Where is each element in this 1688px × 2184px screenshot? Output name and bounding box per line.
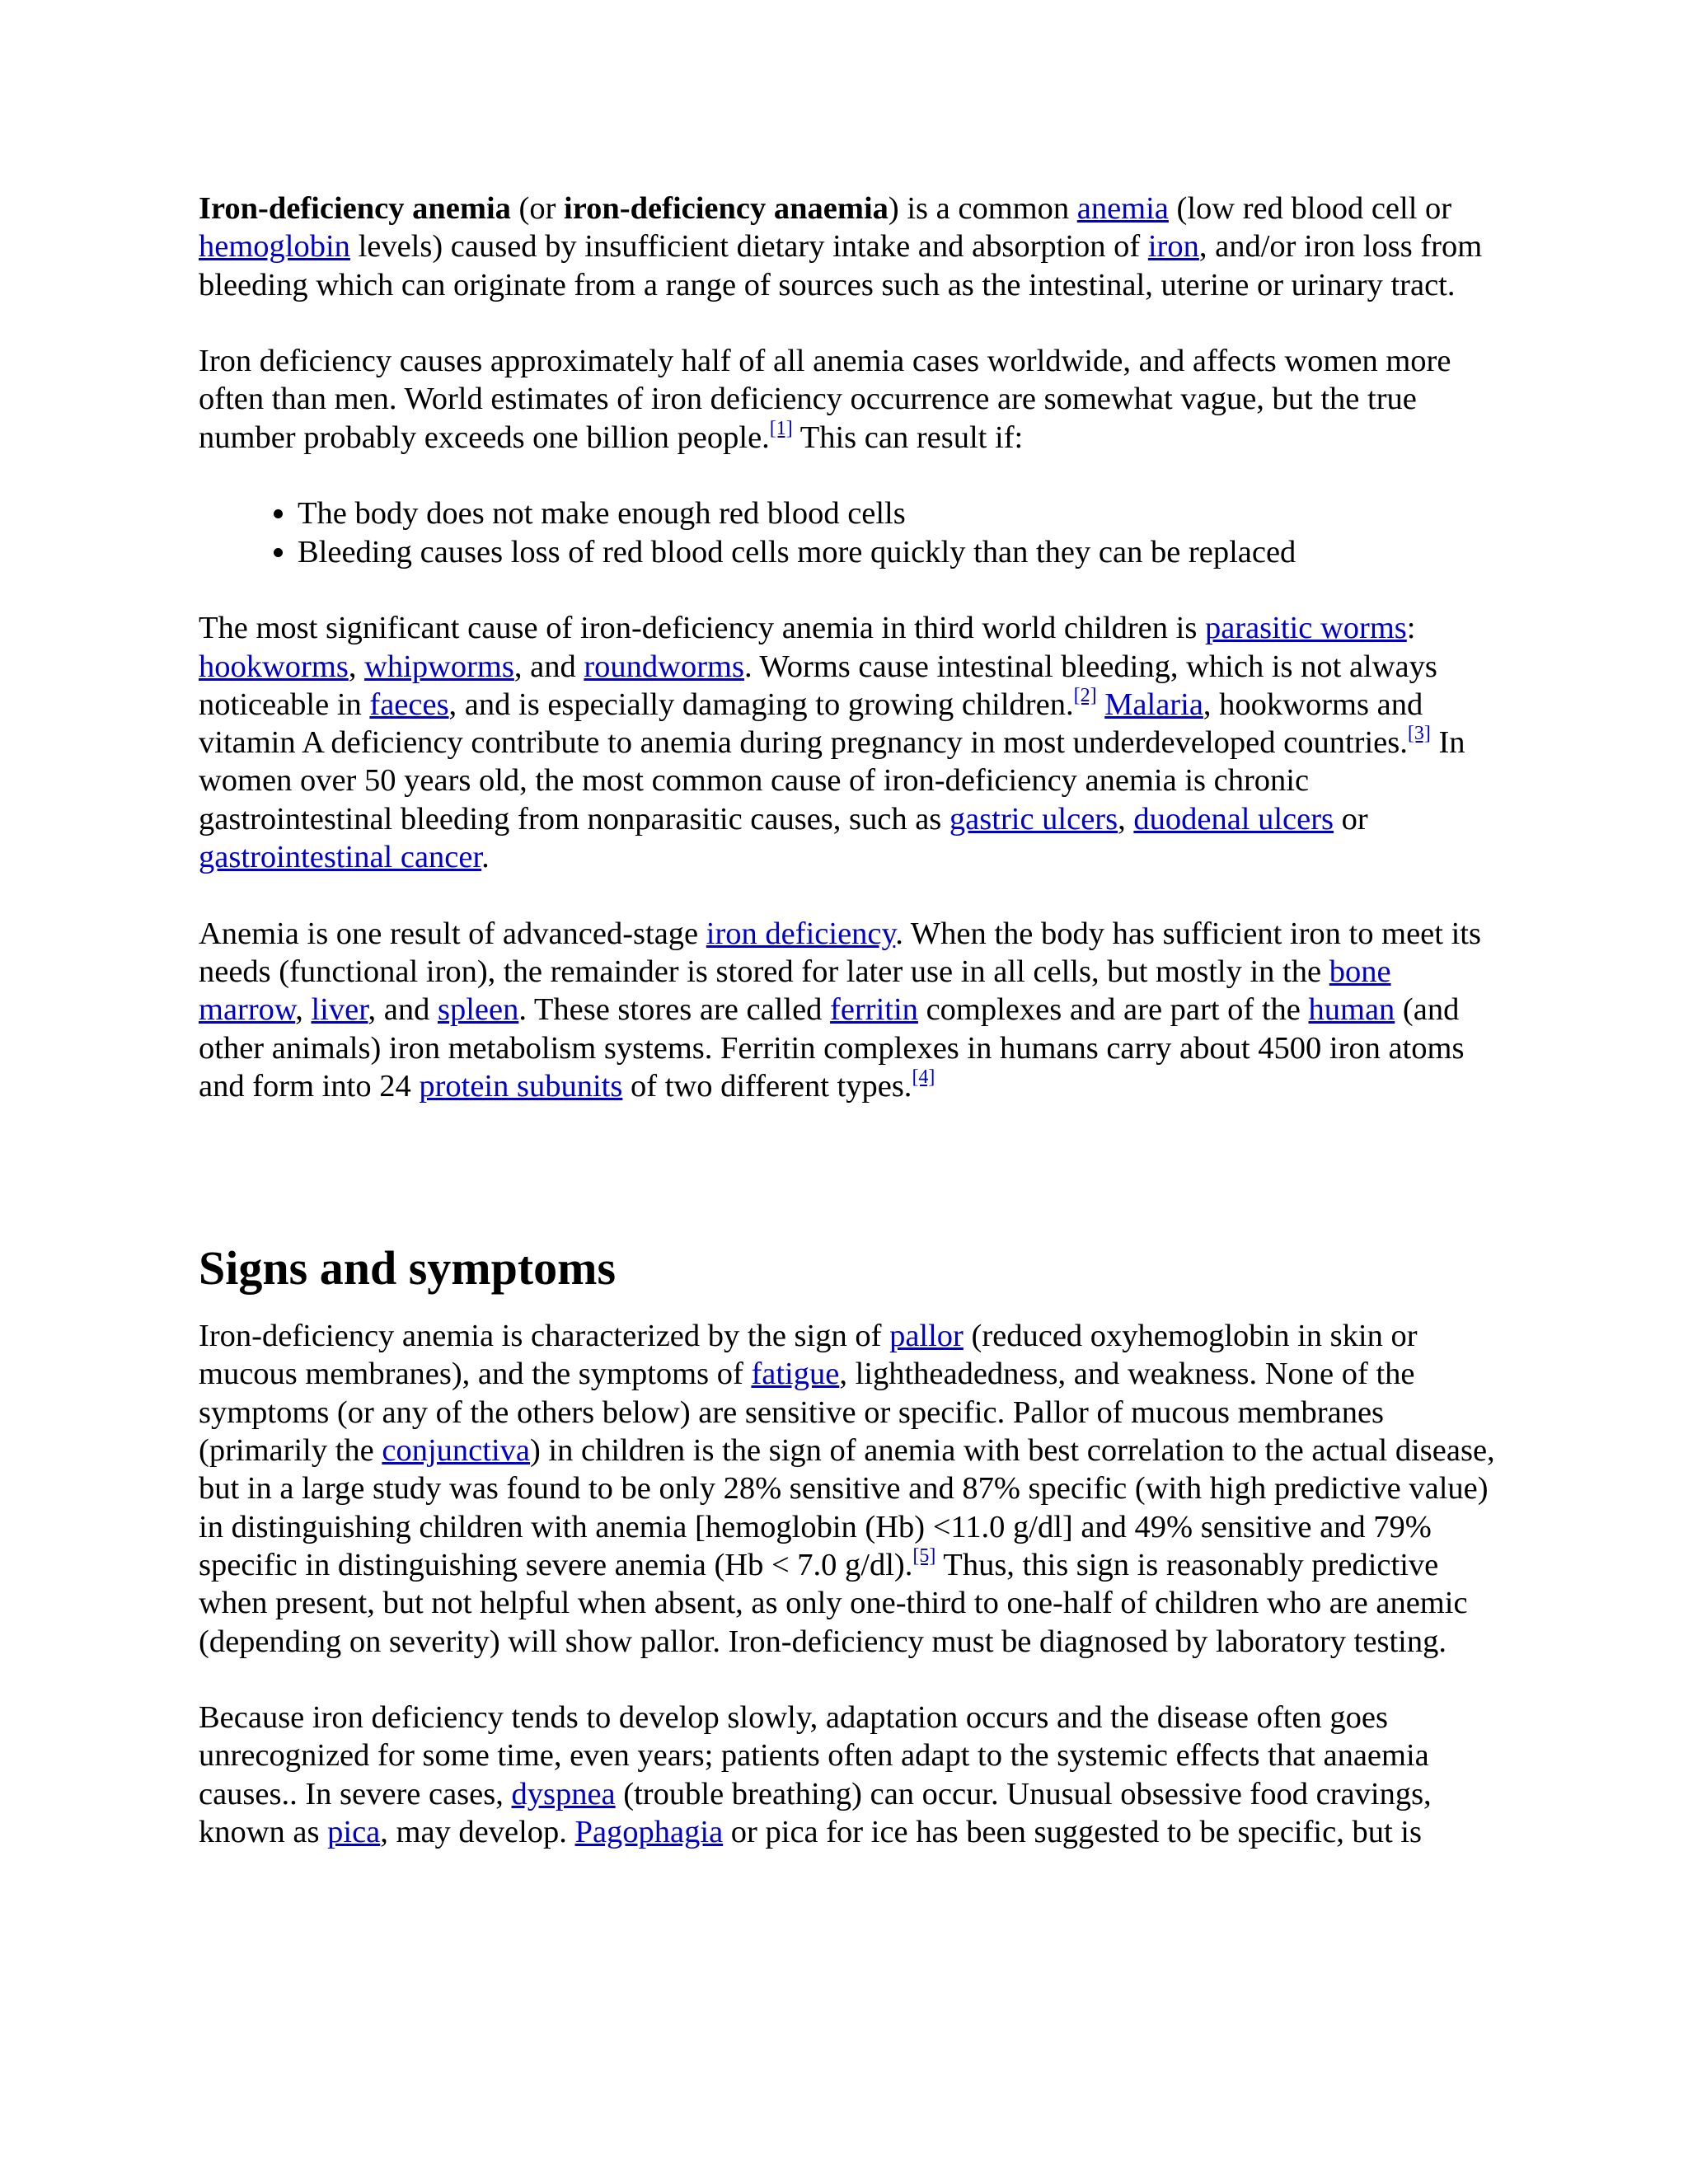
link-ferritin[interactable]: ferritin	[830, 992, 918, 1028]
link-fatigue[interactable]: fatigue	[751, 1357, 840, 1392]
ref-4[interactable]: [4]	[912, 1066, 935, 1088]
intro-paragraph: Iron-deficiency anemia (or iron-deficiency anaemia) is a common anemia (low red blood cell or hemoglobin levels) caused by insufficient dietary intake and absorption of iron, and/or iron loss from bleeding which can originate from a range of sources such as the intestinal, uterine or urinary tract.	[199, 191, 1483, 302]
ref-3[interactable]: [3]	[1407, 723, 1431, 745]
ref-5[interactable]: [5]	[912, 1544, 936, 1567]
link-protein-subunits[interactable]: protein subunits	[419, 1068, 623, 1104]
link-anemia[interactable]: anemia	[1076, 191, 1169, 226]
section-heading: Signs and symptoms	[199, 1241, 617, 1296]
link-bone-marrow[interactable]: bone marrow	[199, 954, 1391, 1028]
link-gastric-ulcers[interactable]: gastric ulcers	[949, 801, 1118, 837]
cause-list	[199, 494, 1501, 571]
adaptation-paragraph: Because iron deficiency tends to develop slowly, adaptation occurs and the disease often goes unrecognized for some time, even years; patients often adapt to the systemic effects that anaemia causes.. In severe cases, dyspnea (trouble breathing) can occur. Unusual obsessive food cravings, known as pica, may develop. Pagophagia or pica for ice has been suggested to be specific, but is	[199, 1700, 1432, 1849]
ref-2[interactable]: [2]	[1073, 684, 1097, 706]
link-pallor[interactable]: pallor	[889, 1319, 964, 1354]
link-spleen[interactable]: spleen	[437, 992, 519, 1028]
link-roundworms[interactable]: roundworms	[584, 649, 744, 684]
link-pica[interactable]: pica	[327, 1814, 381, 1849]
iron-storage-paragraph: Anemia is one result of advanced-stage iron deficiency. When the body has sufficient iron to meet its needs (functional iron), the remainder is stored for later use in all cells, but mostly in the bone marrow, liver, and spleen. These stores are called ferritin complexes and are part of the human (and other animals) iron metabolism systems. Ferritin complexes in humans carry about 4500 iron atoms and form into 24 protein subunits of two different types.[4]	[199, 916, 1481, 1104]
link-whipworms[interactable]: whipworms	[364, 649, 514, 684]
link-gastrointestinal-cancer[interactable]: gastrointestinal cancer	[199, 840, 482, 875]
term-bold: Iron-deficiency anemia	[199, 191, 511, 226]
link-iron-deficiency[interactable]: iron deficiency	[706, 916, 896, 951]
link-faeces[interactable]: faeces	[369, 687, 449, 722]
document-page	[199, 190, 1501, 1890]
symptoms-paragraph: Iron-deficiency anemia is characterized by the sign of pallor (reduced oxyhemoglobin in skin or mucous membranes), and the symptoms of fatigue, lightheadedness, and weakness. None of the symptoms (or any of the others below) are sensitive or specific. Pallor of mucous membranes (primarily the conjunctiva) in children is the sign of anemia with best correlation to the actual disease, but in a large study was found to be only 28% sensitive and 87% specific (with high predictive value) in distinguishing children with anemia [hemoglobin (Hb) <11.0 g/dl] and 49% sensitive and 79% specific in distinguishing severe anemia (Hb < 7.0 g/dl).[5] Thus, this sign is reasonably predictive when present, but not helpful when absent, as only one-third to one-half of children who are anemic (depending on severity) will show pallor. Iron-deficiency must be diagnosed by laboratory testing.	[199, 1319, 1495, 1659]
link-conjunctiva[interactable]: conjunctiva	[382, 1433, 530, 1469]
term-bold-alt: iron-deficiency anaemia	[564, 191, 889, 226]
list-item: • The body does not make enough red blood cells	[298, 494, 1501, 532]
ref-1[interactable]: [1]	[769, 417, 793, 439]
causes-paragraph: The most significant cause of iron-deficiency anemia in third world children is parasitic worms: hookworms, whipworms, and roundworms. Worms cause intestinal bleeding, which is not always noticeable in faeces, and is especially damaging to growing children.[2] Malaria, hookworms and vitamin A deficiency contribute to anemia during pregnancy in most underdeveloped countries.[3] In women over 50 years old, the most common cause of iron-deficiency anemia is chronic gastrointestinal bleeding from nonparasitic causes, such as gastric ulcers, duodenal ulcers or gastrointestinal cancer.	[199, 611, 1465, 875]
link-dyspnea[interactable]: dyspnea	[511, 1776, 616, 1811]
link-duodenal-ulcers[interactable]: duodenal ulcers	[1133, 801, 1334, 837]
link-parasitic-worms[interactable]: parasitic worms	[1204, 611, 1407, 646]
link-hemoglobin[interactable]: hemoglobin	[199, 229, 350, 265]
link-hookworms[interactable]: hookworms	[199, 649, 349, 684]
link-pagophagia[interactable]: Pagophagia	[574, 1814, 724, 1849]
link-malaria[interactable]: Malaria	[1104, 687, 1203, 722]
link-human[interactable]: human	[1308, 992, 1395, 1028]
link-iron[interactable]: iron	[1147, 229, 1199, 265]
list-item: • Bleeding causes loss of red blood cells more quickly than they can be replaced	[298, 533, 1501, 571]
link-liver[interactable]: liver	[311, 992, 368, 1028]
prevalence-paragraph: Iron deficiency causes approximately half of all anemia cases worldwide, and affects women more often than men. World estimates of iron deficiency occurrence are somewhat vague, but the true number probably exceeds one billion people.[1] This can result if:	[199, 344, 1451, 455]
